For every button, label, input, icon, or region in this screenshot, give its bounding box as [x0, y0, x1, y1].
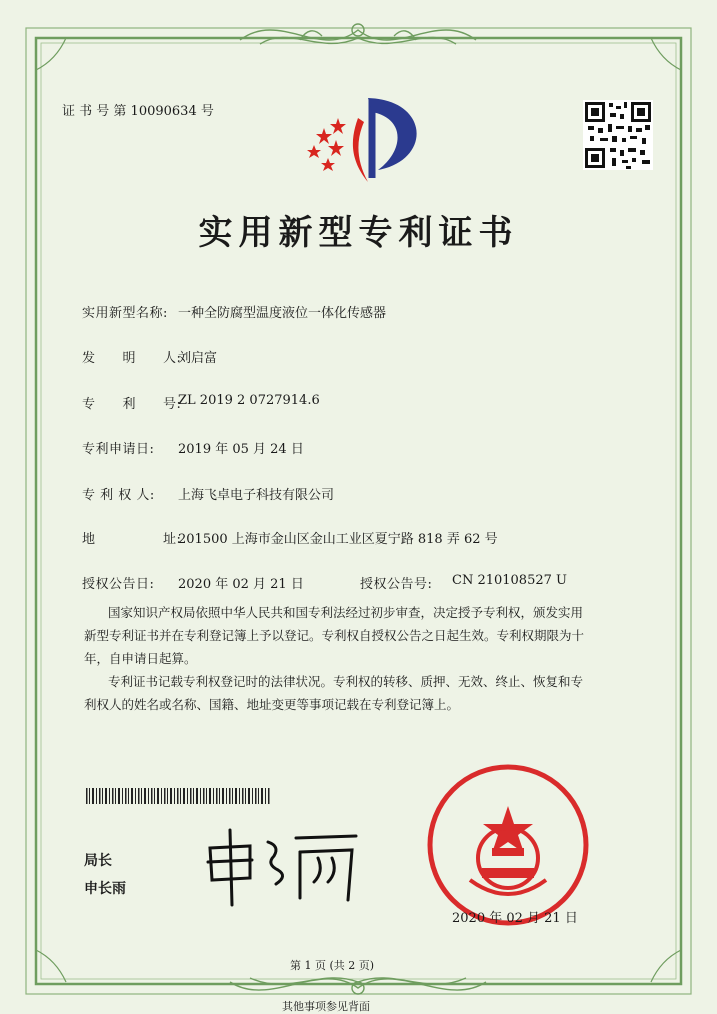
grant-number-label: 授权公告号: [360, 577, 433, 592]
grant-date-value: 2020 年 02 月 21 日 [178, 577, 304, 592]
patent-number-value: ZL 2019 2 0727914.6 [178, 393, 320, 408]
inventor-label: 发 明 人: [82, 351, 182, 366]
paragraph-1-line-1: 国家知识产权局依照中华人民共和国专利法经过初步审查，决定授予专利权，颁发实用 [108, 605, 584, 620]
seal-date: 2020 年 02 月 21 日 [452, 911, 578, 926]
grant-date-label: 授权公告日: [82, 577, 155, 592]
paragraph-1-line-2: 新型专利证书并在专利登记簿上予以登记。专利权自授权公告之日起生效。专利权期限为十 [84, 628, 585, 643]
grant-number-value: CN 210108527 U [452, 573, 567, 588]
inventor-value: 刘启富 [178, 351, 218, 366]
certificate-title: 实用新型专利证书 [198, 213, 519, 253]
cnipa-logo-icon [307, 98, 417, 182]
certificate-number-suffix: 号 [200, 104, 214, 119]
signature [208, 830, 356, 905]
filing-date-value: 2019 年 05 月 24 日 [178, 442, 304, 457]
name-label: 实用新型名称: [82, 306, 168, 321]
paragraph-2-line-1: 专利证书记载专利权登记时的法律状况。专利权的转移、质押、无效、终止、恢复和专 [108, 674, 584, 689]
paragraph-1-line-3: 年，自申请日起算。 [84, 651, 197, 666]
address-label: 地 址: [82, 532, 182, 547]
patent-holder-value: 上海飞卓电子科技有限公司 [178, 488, 335, 503]
paragraph-2-line-2: 利权人的姓名或名称、国籍、地址变更等事项记载在专利登记簿上。 [84, 697, 460, 712]
outer-border [26, 28, 691, 994]
filing-date-label: 专利申请日: [82, 442, 155, 457]
patent-number-label: 专 利 号: [82, 397, 182, 412]
name-value: 一种全防腐型温度液位一体化传感器 [178, 306, 387, 321]
patent-holder-label: 专 利 权 人: [82, 488, 155, 503]
page-indicator: 第 1 页 (共 2 页) [290, 959, 375, 972]
certificate-number-value: 10090634 [130, 104, 197, 119]
signatory-title: 局长 [84, 853, 112, 869]
qr-code [583, 100, 653, 170]
barcode [86, 788, 270, 804]
signatory-name: 申长雨 [84, 881, 126, 897]
footer-note: 其他事项参见背面 [282, 1000, 370, 1013]
bottom-ornament [230, 978, 486, 994]
address-value: 201500 上海市金山区金山工业区夏宁路 818 弄 62 号 [178, 532, 498, 547]
certificate-number [62, 100, 214, 119]
official-seal [430, 767, 586, 923]
certificate-number-label: 证 书 号 第 [62, 104, 127, 119]
top-ornament [240, 24, 476, 44]
